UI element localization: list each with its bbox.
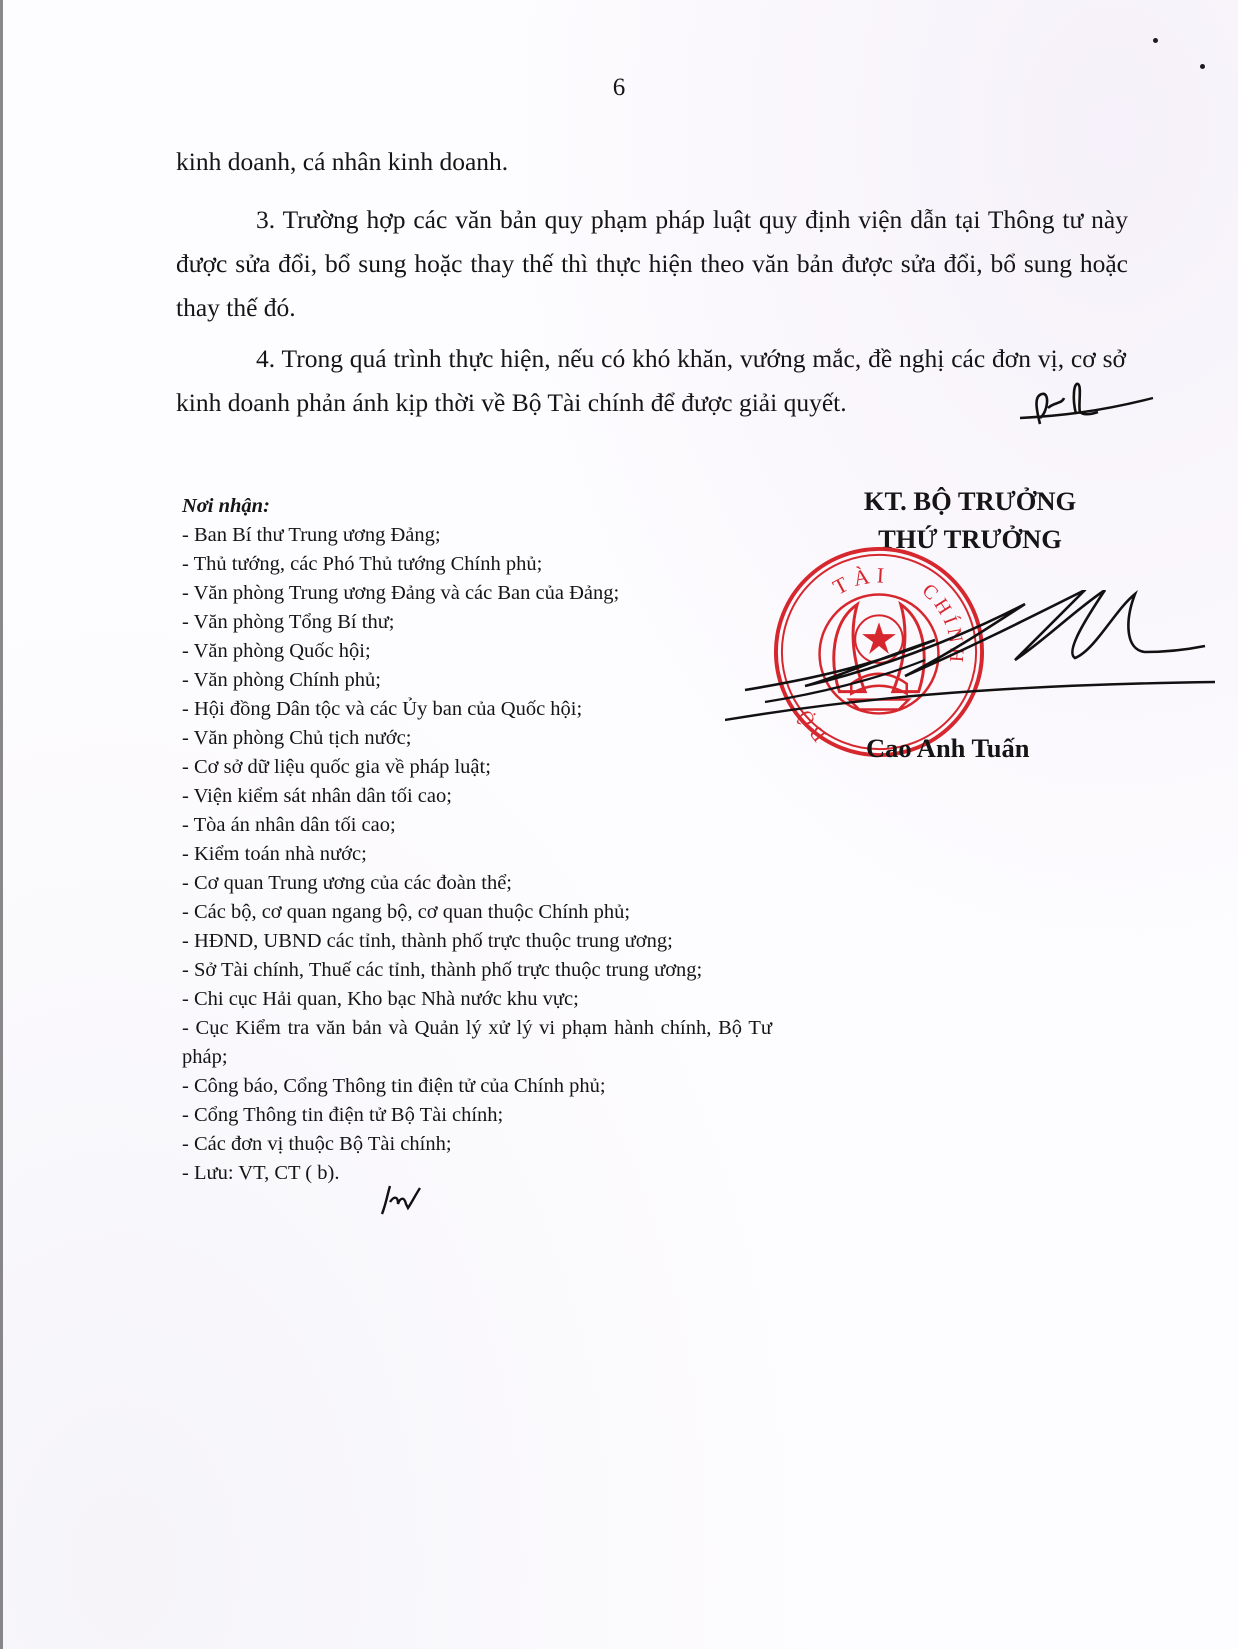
recipient-item: - Viện kiểm sát nhân dân tối cao; [182, 785, 452, 807]
scan-speck [1200, 64, 1205, 69]
recipient-item: - Cổng Thông tin điện tử Bộ Tài chính; [182, 1104, 504, 1126]
signer-name: Cao Anh Tuấn [866, 733, 1030, 763]
recipient-item: - Thủ tướng, các Phó Thủ tướng Chính phủ; [182, 553, 543, 575]
recipient-item: - Cơ quan Trung ương của các đoàn thể; [182, 872, 512, 894]
filing-initials-icon [378, 1182, 424, 1218]
initials-mark-icon [1018, 378, 1158, 430]
body-paragraph-2 [176, 198, 1128, 330]
recipient-item: - Cơ sở dữ liệu quốc gia về pháp luật; [182, 756, 491, 778]
page-number: 6 [612, 74, 626, 101]
paragraph-text: 3. Trường hợp các văn bản quy phạm pháp luật quy định viện dẫn tại Thông tư này được sửa đổi, bổ sung hoặc thay thế thì thực hiện theo văn bản được sửa đổi, bổ sung hoặc thay thế đó. [176, 205, 1128, 322]
recipient-item: - Công báo, Cổng Thông tin điện tử của Chính phủ; [182, 1075, 606, 1097]
recipients-heading: Nơi nhận: [182, 495, 270, 517]
recipient-item: - Tòa án nhân dân tối cao; [182, 814, 396, 836]
handwritten-signature-icon [725, 590, 1215, 740]
paragraph-text: kinh doanh, cá nhân kinh doanh. [176, 147, 509, 176]
recipient-item: - Văn phòng Trung ương Đảng và các Ban của Đảng; [182, 582, 620, 604]
body-paragraph-1 [176, 140, 1128, 184]
recipient-item: - Hội đồng Dân tộc và các Ủy ban của Quốc hội; [182, 698, 583, 720]
scan-speck [1153, 38, 1158, 43]
recipient-item: - Ban Bí thư Trung ương Đảng; [182, 524, 441, 546]
paragraph-text: 4. Trong quá trình thực hiện, nếu có khó khăn, vướng mắc, đề nghị các đơn vị, cơ sở kinh doanh phản ánh kịp thời về Bộ Tài chính để được giải quyết. [176, 344, 1126, 417]
scan-edge [0, 0, 3, 1649]
seal-text-top: TÀI [829, 563, 891, 600]
recipient-item: - Lưu: VT, CT ( b). [182, 1162, 340, 1184]
recipient-item: - Các đơn vị thuộc Bộ Tài chính; [182, 1133, 452, 1155]
signer-position-title: THỨ TRƯỞNG [878, 524, 1062, 554]
signer-authority-title: KT. BỘ TRƯỞNG [863, 486, 1077, 516]
recipient-item: - Văn phòng Chủ tịch nước; [182, 727, 412, 749]
recipient-item: - Sở Tài chính, Thuế các tỉnh, thành phố trực thuộc trung ương; [182, 959, 703, 981]
recipient-item: - Văn phòng Tổng Bí thư; [182, 611, 395, 633]
recipient-item: - Văn phòng Chính phủ; [182, 669, 381, 691]
recipient-item: - Chi cục Hải quan, Kho bạc Nhà nước khu vực; [182, 988, 579, 1010]
recipient-item: - Kiểm toán nhà nước; [182, 843, 367, 865]
seal-text-left: BỘ [792, 703, 831, 746]
recipient-item: - HĐND, UBND các tỉnh, thành phố trực thuộc trung ương; [182, 930, 673, 952]
recipient-item: - Cục Kiểm tra văn bản và Quản lý xử lý vi phạm hành chính, Bộ Tư pháp; [182, 1017, 772, 1068]
seal-text-right: CHÍNH [917, 579, 968, 667]
recipient-item: - Các bộ, cơ quan ngang bộ, cơ quan thuộc Chính phủ; [182, 901, 631, 923]
recipients-list [182, 492, 772, 1188]
recipient-item: - Văn phòng Quốc hội; [182, 640, 371, 662]
body-paragraph-3 [176, 337, 1126, 425]
